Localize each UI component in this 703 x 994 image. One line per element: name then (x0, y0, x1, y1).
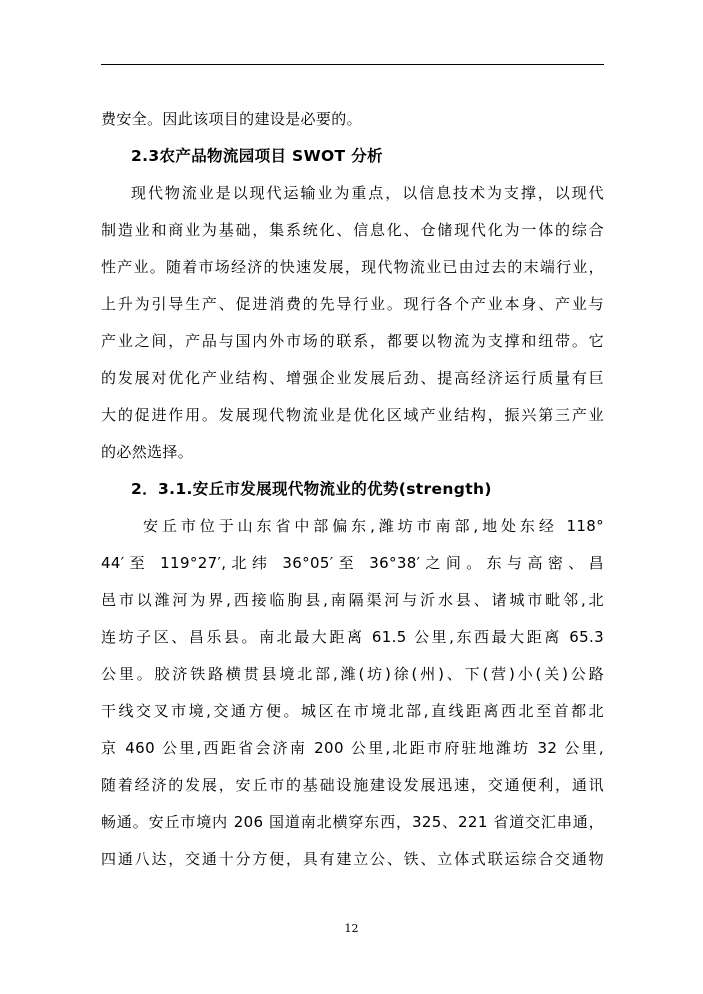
paragraph-line: 产业之间，产品与国内外市场的联系，都要以物流为支撑和纽带。它 (101, 332, 604, 350)
paragraph-line: 随着经济的发展，安丘市的基础设施建设发展迅速，交通便利，通讯 (101, 776, 604, 794)
paragraph-line: 京 460 公里,西距省会济南 200 公里,北距市府驻地潍坊 32 公里, (101, 739, 604, 757)
paragraph-line: 四通八达，交通十分方便，具有建立公、铁、立体式联运综合交通物 (101, 850, 604, 868)
paragraph-line: 邑市以潍河为界,西接临朐县,南隔渠河与沂水县、诸城市毗邻,北 (101, 591, 604, 609)
paragraph-line: 上升为引导生产、促进消费的先导行业。现行各个产业本身、产业与 (101, 295, 604, 313)
section-heading-2-3-1: 2．3.1.安丘市发展现代物流业的优势(strength) (131, 480, 492, 498)
paragraph-line: 的必然选择。 (101, 443, 194, 461)
paragraph-line: 干线交叉市境,交通方便。城区在市境北部,直线距离西北至首都北 (101, 702, 604, 720)
paragraph-line: 的发展对优化产业结构、增强企业发展后劲、提高经济运行质量有巨 (101, 369, 604, 387)
paragraph-line: 现代物流业是以现代运输业为重点，以信息技术为支撑，以现代 (131, 184, 604, 202)
paragraph-line: 畅通。安丘市境内 206 国道南北横穿东西，325、221 省道交汇串通， (101, 813, 604, 831)
paragraph-line: 性产业。随着市场经济的快速发展，现代物流业已由过去的末端行业， (101, 258, 604, 276)
paragraph-line: 连坊子区、昌乐县。南北最大距离 61.5 公里,东西最大距离 65.3 (101, 628, 604, 646)
paragraph-line: 制造业和商业为基础，集系统化、信息化、仓储现代化为一体的综合 (101, 221, 604, 239)
paragraph-line: 安丘市位于山东省中部偏东,潍坊市南部,地处东经 118° (143, 517, 604, 535)
paragraph-line: 大的促进作用。发展现代物流业是优化区域产业结构，振兴第三产业 (101, 406, 604, 424)
paragraph-line: 费安全。因此该项目的建设是必要的。 (101, 110, 362, 128)
header-rule (101, 64, 604, 65)
paragraph-line: 公里。胶济铁路横贯县境北部,潍(坊)徐(州)、下(营)小(关)公路 (101, 665, 604, 683)
section-heading-2-3: 2.3农产品物流园项目 SWOT 分析 (131, 147, 383, 165)
page-number: 12 (344, 922, 359, 935)
paragraph-line: 44′至 119°27′,北纬 36°05′至 36°38′之间。东与高密、昌 (101, 554, 604, 572)
